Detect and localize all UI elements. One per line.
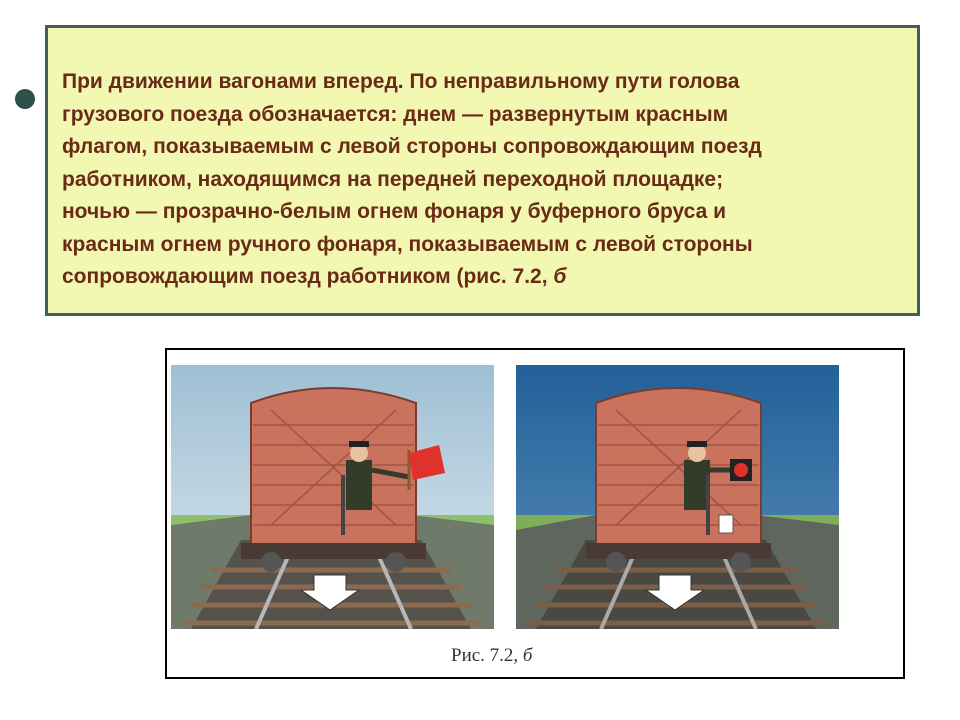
- day-scene-illustration: [171, 365, 494, 629]
- text-box: [45, 25, 920, 316]
- text-line-5: ночью — прозрачно-белым огнем фонаря у буферного бруса и: [62, 200, 727, 223]
- text-line-7: сопровождающим поезд работником (рис. 7.2,: [62, 265, 554, 288]
- caption-italic: б: [522, 645, 533, 666]
- caption-main: Рис. 7.2,: [451, 645, 523, 666]
- night-scene-illustration: [516, 365, 839, 629]
- text-line-6: красным огнем ручного фонаря, показываемым с левой стороны: [62, 232, 753, 256]
- text-line-3: флагом, показываемым с левой стороны сопровождающим поезд: [62, 135, 762, 158]
- figure-caption: [451, 645, 532, 667]
- text-line-2: грузового поезда обозначается: днем — развернутым красным: [62, 102, 729, 126]
- text-line-1: При движении вагонами вперед. По неправильному пути голова: [62, 70, 740, 93]
- text-line-4: работником, находящимся на передней переходной площадке;: [62, 167, 724, 191]
- body-paragraph: [62, 66, 912, 294]
- figure-frame: [165, 348, 905, 679]
- bullet-point: [15, 89, 35, 109]
- text-line-7-italic: б: [553, 265, 567, 288]
